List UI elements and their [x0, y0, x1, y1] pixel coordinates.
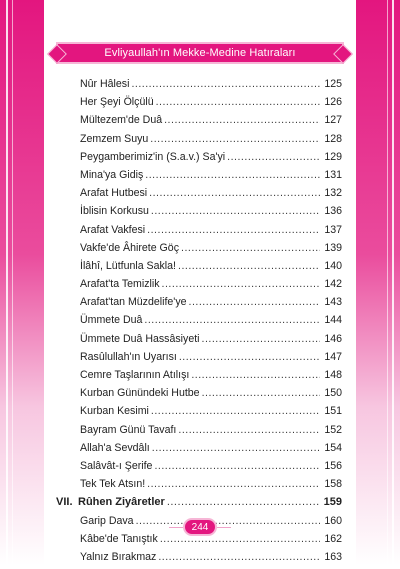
- entry-page-number: 137: [324, 223, 342, 236]
- toc-entry: [56, 405, 342, 423]
- toc-entry: [56, 351, 342, 369]
- entry-title: Yalnız Bırakmaz: [80, 550, 157, 563]
- dot-leader: [158, 551, 320, 563]
- entry-title: Allah'a Sevdâlı: [80, 441, 150, 454]
- entry-page-number: 131: [324, 168, 342, 181]
- toc-entry: [56, 478, 342, 496]
- toc-entry: [56, 224, 342, 242]
- dot-leader: [178, 260, 320, 272]
- entry-page-number: 146: [324, 332, 342, 345]
- entry-title: Arafat'tan Müzdelife'ye: [80, 296, 187, 309]
- entry-page-number: 143: [324, 296, 342, 309]
- entry-page-number: 148: [324, 369, 342, 381]
- toc-entry: [56, 151, 342, 169]
- dot-leader: [191, 369, 320, 381]
- toc-entry: [56, 96, 342, 114]
- entry-title: Tek Tek Atsın!: [80, 478, 146, 491]
- toc-entry: [56, 205, 342, 223]
- dot-leader: [189, 296, 320, 308]
- dot-leader: [181, 242, 320, 254]
- entry-page-number: 126: [324, 96, 342, 109]
- dot-leader: [167, 496, 320, 508]
- toc-section-row: [56, 496, 342, 514]
- entry-page-number: 136: [324, 205, 342, 218]
- dot-leader: [150, 133, 320, 145]
- dot-leader: [179, 351, 320, 363]
- page-number-badge: [183, 518, 217, 536]
- table-of-contents: [56, 78, 342, 569]
- entry-page-number: 127: [324, 114, 342, 127]
- entry-title: Vakfe'de Âhirete Göç: [80, 241, 179, 254]
- entry-title: Ümmete Duâ: [80, 314, 143, 327]
- toc-entry: [56, 424, 342, 442]
- toc-entry: [56, 387, 342, 405]
- entry-page-number: 162: [324, 532, 342, 545]
- dot-leader: [147, 478, 320, 490]
- entry-page-number: 151: [324, 405, 342, 418]
- toc-entry: [56, 442, 342, 460]
- entry-title: Zemzem Suyu: [80, 132, 149, 145]
- entry-title: Mina'ya Gidiş: [80, 168, 144, 181]
- entry-title: Ümmete Duâ Hassâsiyeti: [80, 332, 200, 345]
- entry-title: Rasûlullah'ın Uyarısı: [80, 350, 177, 363]
- entry-title: Peygamberimiz'in (S.a.v.) Sa'yi: [80, 150, 226, 163]
- entry-page-number: 129: [324, 150, 342, 163]
- entry-page-number: 160: [324, 514, 342, 527]
- page-number: 244: [191, 522, 209, 533]
- page-footer: [0, 518, 400, 536]
- toc-entry: [56, 114, 342, 132]
- toc-entry: [56, 278, 342, 296]
- entry-title: Cemre Taşlarının Atılışı: [80, 369, 190, 381]
- entry-title: Bayram Günü Tavafı: [80, 423, 177, 436]
- entry-page-number: 158: [324, 478, 342, 491]
- dot-leader: [151, 205, 320, 217]
- section-number: VII.: [56, 496, 73, 509]
- entry-page-number: 132: [324, 187, 342, 200]
- entry-page-number: 159: [323, 496, 342, 509]
- entry-page-number: 125: [324, 78, 342, 90]
- entry-page-number: 140: [324, 259, 342, 272]
- entry-title: Arafat Vakfesi: [80, 223, 146, 236]
- entry-page-number: 144: [324, 314, 342, 327]
- dot-leader: [151, 405, 320, 417]
- entry-page-number: 163: [324, 550, 342, 563]
- dot-leader: [202, 387, 320, 399]
- entry-page-number: 154: [324, 441, 342, 454]
- entry-title: Garip Dava: [80, 514, 134, 527]
- dot-leader: [152, 442, 320, 454]
- dot-leader: [164, 114, 320, 126]
- toc-entry: [56, 333, 342, 351]
- left-decorative-border: [0, 0, 44, 565]
- entry-title: Salâvât-ı Şerife: [80, 459, 153, 472]
- entry-title: Arafat'ta Temizlik: [80, 278, 160, 291]
- toc-entry: [56, 460, 342, 478]
- toc-entry: [56, 242, 342, 260]
- entry-page-number: 142: [324, 278, 342, 291]
- entry-title: Kâbe'de Tanıştık: [80, 532, 158, 545]
- entry-page-number: 128: [324, 132, 342, 145]
- dot-leader: [227, 151, 320, 163]
- dot-leader: [156, 96, 320, 108]
- toc-entry: [56, 296, 342, 314]
- toc-entry: [56, 551, 342, 569]
- toc-entry: [56, 369, 342, 387]
- entry-title: Kurban Kesimi: [80, 405, 149, 418]
- book-title: Evliyaullah'ın Mekke-Medine Hatıraları: [104, 47, 296, 59]
- toc-entry: [56, 169, 342, 187]
- entry-title: Arafat Hutbesi: [80, 187, 148, 200]
- dot-leader: [145, 169, 320, 181]
- entry-title: Mültezem'de Duâ: [80, 114, 163, 127]
- header-band: [56, 42, 344, 64]
- entry-title: Nûr Hâlesi: [80, 78, 130, 90]
- entry-title: Rûhen Ziyâretler: [78, 496, 165, 509]
- toc-entry: [56, 133, 342, 151]
- right-decorative-border: [356, 0, 400, 565]
- dot-leader: [147, 224, 320, 236]
- dot-leader: [149, 187, 320, 199]
- toc-entry: [56, 187, 342, 205]
- dot-leader: [144, 314, 320, 326]
- dot-leader: [202, 333, 320, 345]
- entry-title: İblisin Korkusu: [80, 205, 149, 218]
- entry-title: Her Şeyi Ölçülü: [80, 96, 154, 109]
- dot-leader: [162, 278, 320, 290]
- dot-leader: [178, 424, 320, 436]
- entry-page-number: 152: [324, 423, 342, 436]
- entry-title: Kurban Günündeki Hutbe: [80, 387, 200, 400]
- entry-title: İlâhî, Lütfunla Sakla!: [80, 259, 176, 272]
- entry-page-number: 150: [324, 387, 342, 400]
- entry-page-number: 156: [324, 459, 342, 472]
- toc-entry: [56, 314, 342, 332]
- dot-leader: [131, 78, 320, 90]
- toc-entry: [56, 260, 342, 278]
- entry-page-number: 147: [324, 350, 342, 363]
- running-header: [0, 42, 400, 64]
- dot-leader: [154, 460, 320, 472]
- entry-page-number: 139: [324, 241, 342, 254]
- toc-entry: [56, 78, 342, 96]
